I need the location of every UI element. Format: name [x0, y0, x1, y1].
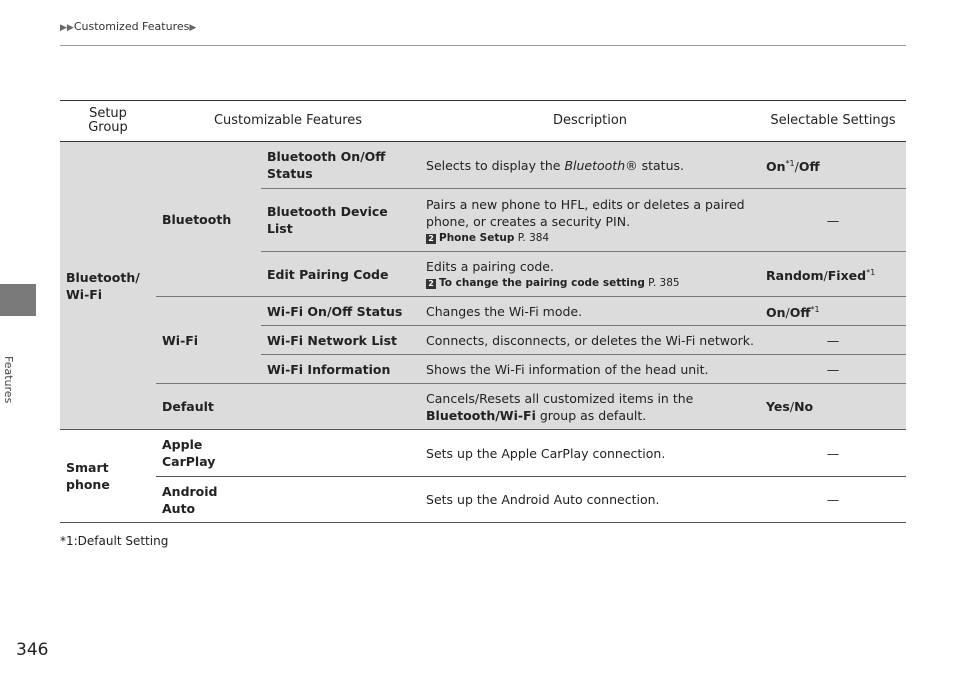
section-tab: [0, 284, 36, 316]
page-number: 346: [16, 640, 49, 660]
subgroup-bluetooth: Bluetooth: [156, 142, 261, 297]
xref-arrow-icon: 2: [426, 279, 436, 289]
table-row: [60, 430, 906, 477]
feature-apple-carplay: Apple CarPlay: [156, 430, 261, 477]
group-smartphone: Smart phone: [60, 430, 156, 523]
feature-bt-device-list: Bluetooth Device List: [261, 189, 420, 252]
setting-edit-pairing-code: Random/Fixed$^{*1}$: [760, 252, 906, 297]
setting-wifi-network-list: —: [760, 326, 906, 355]
setting-apple-carplay: —: [760, 430, 906, 477]
feature-edit-pairing-code: Edit Pairing Code: [261, 252, 420, 297]
feature-android-auto: Android Auto: [156, 477, 261, 523]
desc-wifi-information: Shows the Wi-Fi information of the head unit.: [420, 355, 760, 384]
xref-pairing-code[interactable]: 2 To change the pairing code setting P. 385: [426, 276, 754, 290]
group-bluetooth-wifi: Bluetooth/ Wi-Fi: [60, 142, 156, 430]
feature-wifi-network-list: Wi-Fi Network List: [261, 326, 420, 355]
desc-bt-onoff: Selects to display the Bluetooth® status.: [420, 142, 760, 189]
subgroup-wifi: Wi-Fi: [156, 297, 261, 384]
col-header-setup-group: Setup Group: [60, 101, 156, 142]
col-header-description: Description: [420, 101, 760, 142]
header-divider: [60, 45, 906, 46]
feature-wifi-onoff: Wi-Fi On/Off Status: [261, 297, 420, 326]
desc-android-auto: Sets up the Android Auto connection.: [420, 477, 760, 523]
table-row: [60, 477, 906, 523]
desc-default: Cancels/Resets all customized items in the Bluetooth/Wi-Fi group as default.: [420, 384, 760, 430]
feature-bt-onoff: Bluetooth On/Off Status: [261, 142, 420, 189]
breadcrumb-text[interactable]: Customized Features: [73, 20, 190, 33]
feature-android-auto-blank: [261, 477, 420, 523]
feature-default-blank: [261, 384, 420, 430]
breadcrumb-arrow-icon: ▶▶: [60, 23, 74, 33]
setting-android-auto: —: [760, 477, 906, 523]
setting-wifi-information: —: [760, 355, 906, 384]
desc-apple-carplay: Sets up the Apple CarPlay connection.: [420, 430, 760, 477]
section-label: Features: [2, 356, 15, 404]
col-header-features: Customizable Features: [156, 101, 420, 142]
footnote: *1:Default Setting: [60, 534, 169, 548]
customizable-features-table: [60, 100, 906, 523]
desc-wifi-onoff: Changes the Wi-Fi mode.: [420, 297, 760, 326]
breadcrumb-arrow-end-icon: ▶: [189, 23, 197, 33]
desc-edit-pairing-code: Edits a pairing code. 2 To change the pairing code setting P. 385: [420, 252, 760, 297]
feature-default: Default: [156, 384, 261, 430]
table-row: [60, 297, 906, 326]
setting-bt-device-list: —: [760, 189, 906, 252]
feature-wifi-information: Wi-Fi Information: [261, 355, 420, 384]
table-row: [60, 384, 906, 430]
setting-wifi-onoff: On/Off$^{*1}$: [760, 297, 906, 326]
col-header-settings: Selectable Settings: [760, 101, 906, 142]
table-row: [60, 142, 906, 189]
setting-bt-onoff: On$^{*1}$/Off: [760, 142, 906, 189]
xref-phone-setup[interactable]: 2 Phone Setup P. 384: [426, 231, 754, 245]
feature-apple-carplay-blank: [261, 430, 420, 477]
xref-arrow-icon: 2: [426, 234, 436, 244]
setting-default: Yes/No: [760, 384, 906, 430]
desc-bt-device-list: Pairs a new phone to HFL, edits or deletes a paired phone, or creates a security PIN. 2 Phone Setup P. 384: [420, 189, 760, 252]
breadcrumb: [60, 20, 196, 33]
desc-wifi-network-list: Connects, disconnects, or deletes the Wi-Fi network.: [420, 326, 760, 355]
